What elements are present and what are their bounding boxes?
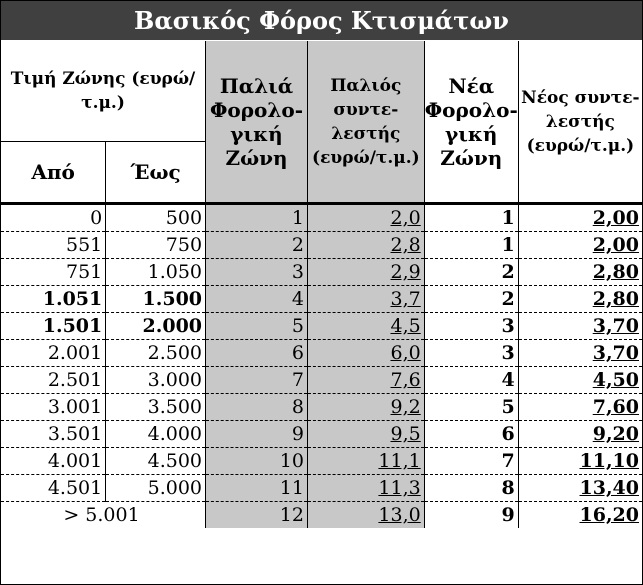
- cell-old-zone: 5: [206, 313, 308, 340]
- cell-from: 751: [1, 259, 106, 286]
- cell-old-zone: 7: [206, 367, 308, 394]
- cell-old-zone: 8: [206, 394, 308, 421]
- table-row: [1, 475, 642, 502]
- cell-to: 5.000: [106, 475, 206, 502]
- cell-old-zone: 4: [206, 286, 308, 313]
- table-row: [1, 340, 642, 367]
- cell-old-coef: 2,9: [307, 259, 424, 286]
- header-zone-price: Τιμή Ζώνης (ευρώ/τ.μ.): [10, 69, 196, 113]
- header-old-zone: Παλιά Φορολο- γική Ζώνη: [206, 41, 308, 204]
- cell-old-coef: 9,5: [307, 421, 424, 448]
- cell-to: 4.500: [106, 448, 206, 475]
- table-row: [1, 204, 642, 232]
- cell-from: 4.001: [1, 448, 106, 475]
- cell-to: 4.000: [106, 421, 206, 448]
- table-row: [1, 502, 642, 529]
- cell-from: 2.001: [1, 340, 106, 367]
- cell-from: 0: [1, 204, 106, 232]
- header-from: Από: [1, 142, 106, 204]
- cell-new-coef: 13,40: [518, 475, 642, 502]
- cell-to: 3.500: [106, 394, 206, 421]
- cell-old-zone: 12: [206, 502, 308, 529]
- cell-to: 3.000: [106, 367, 206, 394]
- cell-to: 1.500: [106, 286, 206, 313]
- table-row: [1, 448, 642, 475]
- cell-old-zone: 11: [206, 475, 308, 502]
- cell-old-zone: 1: [206, 204, 308, 232]
- header-to: Έως: [106, 142, 206, 204]
- cell-new-zone: 6: [424, 421, 518, 448]
- table-row: [1, 394, 642, 421]
- cell-new-zone: 7: [424, 448, 518, 475]
- cell-new-coef: 3,70: [518, 313, 642, 340]
- cell-to: 2.000: [106, 313, 206, 340]
- cell-new-zone: 8: [424, 475, 518, 502]
- cell-from: 3.001: [1, 394, 106, 421]
- cell-new-zone: 1: [424, 232, 518, 259]
- cell-to: 1.050: [106, 259, 206, 286]
- cell-old-zone: 2: [206, 232, 308, 259]
- table-row: [1, 232, 642, 259]
- cell-old-zone: 6: [206, 340, 308, 367]
- cell-new-coef: 4,50: [518, 367, 642, 394]
- cell-old-coef: 11,1: [307, 448, 424, 475]
- cell-new-zone: 2: [424, 259, 518, 286]
- header-new-zone: Νέα Φορολο- γική Ζώνη: [424, 41, 518, 204]
- cell-from: 551: [1, 232, 106, 259]
- cell-old-coef: 2,8: [307, 232, 424, 259]
- table-row: [1, 259, 642, 286]
- cell-old-coef: 11,3: [307, 475, 424, 502]
- table-row: [1, 286, 642, 313]
- cell-old-coef: 6,0: [307, 340, 424, 367]
- cell-old-coef: 4,5: [307, 313, 424, 340]
- cell-new-zone: 3: [424, 340, 518, 367]
- cell-to: 750: [106, 232, 206, 259]
- cell-from: 1.051: [1, 286, 106, 313]
- cell-new-coef: 2,80: [518, 286, 642, 313]
- cell-new-coef: 7,60: [518, 394, 642, 421]
- table-body: [1, 204, 642, 529]
- header-old-coef: Παλιός συντε- λεστής (ευρώ/τ.μ.): [307, 41, 424, 204]
- cell-new-zone: 1: [424, 204, 518, 232]
- table-row: [1, 367, 642, 394]
- tax-table: [1, 41, 642, 528]
- cell-old-zone: 10: [206, 448, 308, 475]
- cell-new-coef: 2,00: [518, 232, 642, 259]
- page-title: Βασικός Φόρος Κτισμάτων: [1, 1, 642, 40]
- cell-old-coef: 3,7: [307, 286, 424, 313]
- cell-from: 1.501: [1, 313, 106, 340]
- cell-new-coef: 16,20: [518, 502, 642, 529]
- cell-new-zone: 4: [424, 367, 518, 394]
- table-row: [1, 421, 642, 448]
- cell-from: 4.501: [1, 475, 106, 502]
- cell-new-coef: 9,20: [518, 421, 642, 448]
- table-row: [1, 313, 642, 340]
- cell-to: 2.500: [106, 340, 206, 367]
- cell-new-zone: 9: [424, 502, 518, 529]
- cell-from: 3.501: [1, 421, 106, 448]
- cell-new-coef: 3,70: [518, 340, 642, 367]
- cell-new-zone: 3: [424, 313, 518, 340]
- cell-old-zone: 9: [206, 421, 308, 448]
- cell-old-coef: 9,2: [307, 394, 424, 421]
- cell-from: 2.501: [1, 367, 106, 394]
- cell-new-zone: 2: [424, 286, 518, 313]
- cell-old-coef: 2,0: [307, 204, 424, 232]
- cell-new-coef: 11,10: [518, 448, 642, 475]
- cell-to: 500: [106, 204, 206, 232]
- cell-old-coef: 7,6: [307, 367, 424, 394]
- cell-old-coef: 13,0: [307, 502, 424, 529]
- cell-range: > 5.001: [63, 504, 140, 526]
- cell-new-coef: 2,80: [518, 259, 642, 286]
- cell-new-zone: 5: [424, 394, 518, 421]
- cell-old-zone: 3: [206, 259, 308, 286]
- cell-new-coef: 2,00: [518, 204, 642, 232]
- header-new-coef: Νέος συντε- λεστής (ευρώ/τ.μ.): [518, 41, 642, 204]
